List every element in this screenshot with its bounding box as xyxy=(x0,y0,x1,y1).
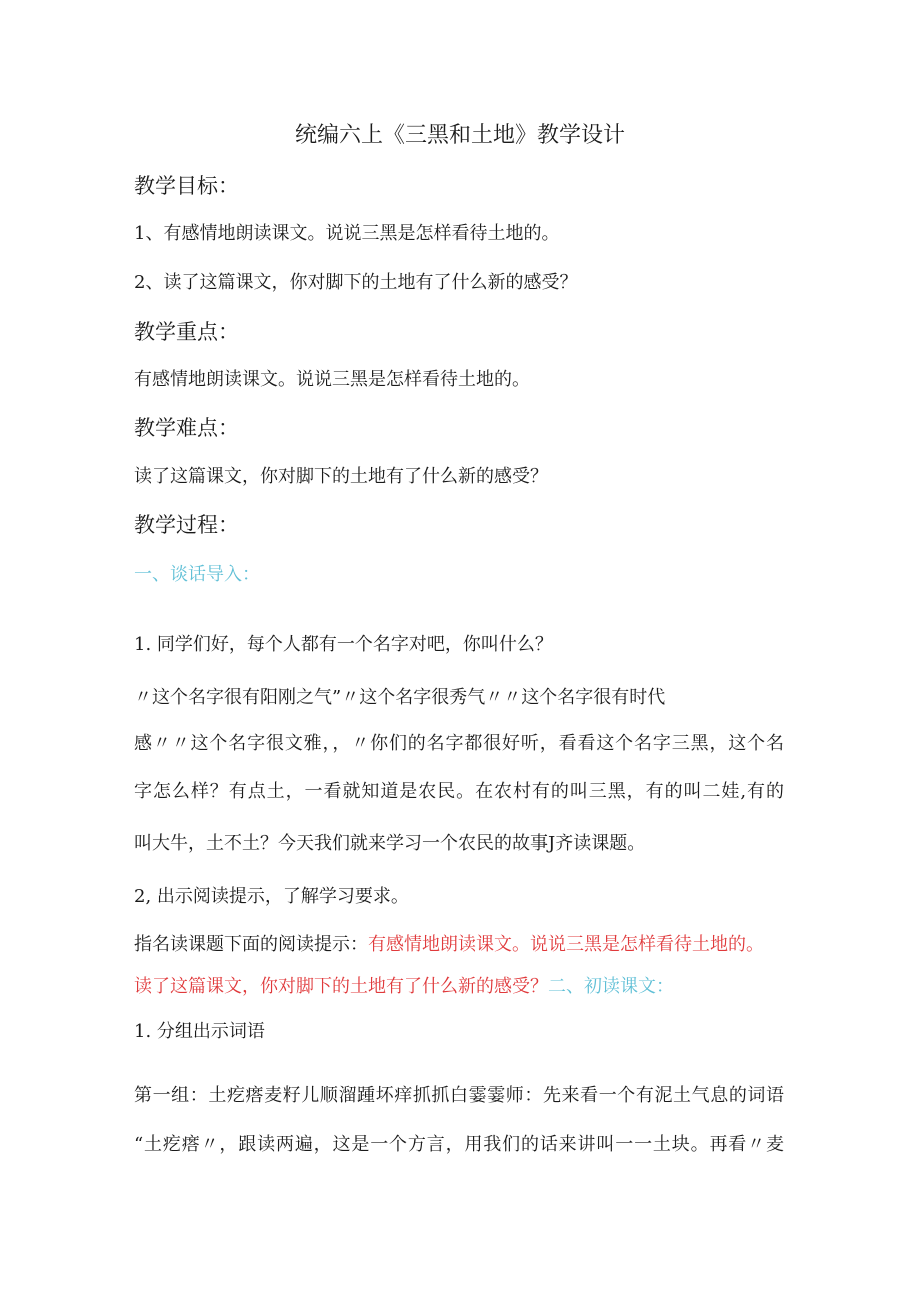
goal-2: 2、读了这篇课文，你对脚下的土地有了什么新的感受？ xyxy=(134,272,578,293)
reading-hint-red-1: 有感情地朗读课文。说说三黑是怎样看待土地的。 xyxy=(368,934,764,955)
goals-heading: 教学目标： xyxy=(134,174,239,198)
section-1-paragraph-line: 感〃〃这个名字很文雅，，〃你们的名字都很好听，看看这个名字三黑，这个名 xyxy=(134,733,784,754)
section-1-question-2: 2, 出示阅读提示，了解学习要求。 xyxy=(134,886,409,907)
key-points-text: 有感情地朗读课文。说说三黑是怎样看待土地的。 xyxy=(134,369,530,390)
section-1-paragraph-line: 〃这个名字很有阳刚之气”〃这个名字很秀气〃〃这个名字很有时代 xyxy=(134,687,666,708)
process-heading: 教学过程： xyxy=(134,513,239,537)
section-1-paragraph-line: 字怎么样？有点土，一看就知道是农民。在农村有的叫三黑，有的叫二娃,有的 xyxy=(134,781,784,802)
section-1-question-1: 1. 同学们好，每个人都有一个名字对吧，你叫什么？ xyxy=(134,634,553,655)
key-points-heading: 教学重点： xyxy=(134,320,239,344)
section-2-heading: 二、初读课文： xyxy=(548,976,674,997)
section-1-heading: 一、谈话导入： xyxy=(134,564,260,585)
reading-hint-line xyxy=(134,930,764,956)
document-title: 统编六上《三黑和土地》教学设计 xyxy=(294,123,625,148)
goal-1: 1、有感情地朗读课文。说说三黑是怎样看待土地的。 xyxy=(134,223,560,244)
section-2-paragraph-line: “土疙瘩〃，跟读两遍，这是一个方言，用我们的话来讲叫一一土块。再看〃麦 xyxy=(134,1134,784,1155)
difficult-points-text: 读了这篇课文，你对脚下的土地有了什么新的感受？ xyxy=(134,466,548,487)
reading-hint-prefix: 指名读课题下面的阅读提示： xyxy=(134,934,368,955)
reading-hint-line-2 xyxy=(134,972,674,998)
reading-hint-red-2: 读了这篇课文，你对脚下的土地有了什么新的感受？ xyxy=(134,976,548,997)
section-2-question-1: 1. 分组出示词语 xyxy=(134,1021,265,1042)
section-1-paragraph-line: 叫大牛，土不土？今天我们就来学习一个农民的故事J齐读课题。 xyxy=(134,833,646,854)
section-2-paragraph-line: 第一组：土疙瘩麦籽儿顺溜踵坏痒抓抓白霎霎师：先来看一个有泥土气息的词语 xyxy=(134,1085,784,1106)
difficult-points-heading: 教学难点： xyxy=(134,416,239,440)
